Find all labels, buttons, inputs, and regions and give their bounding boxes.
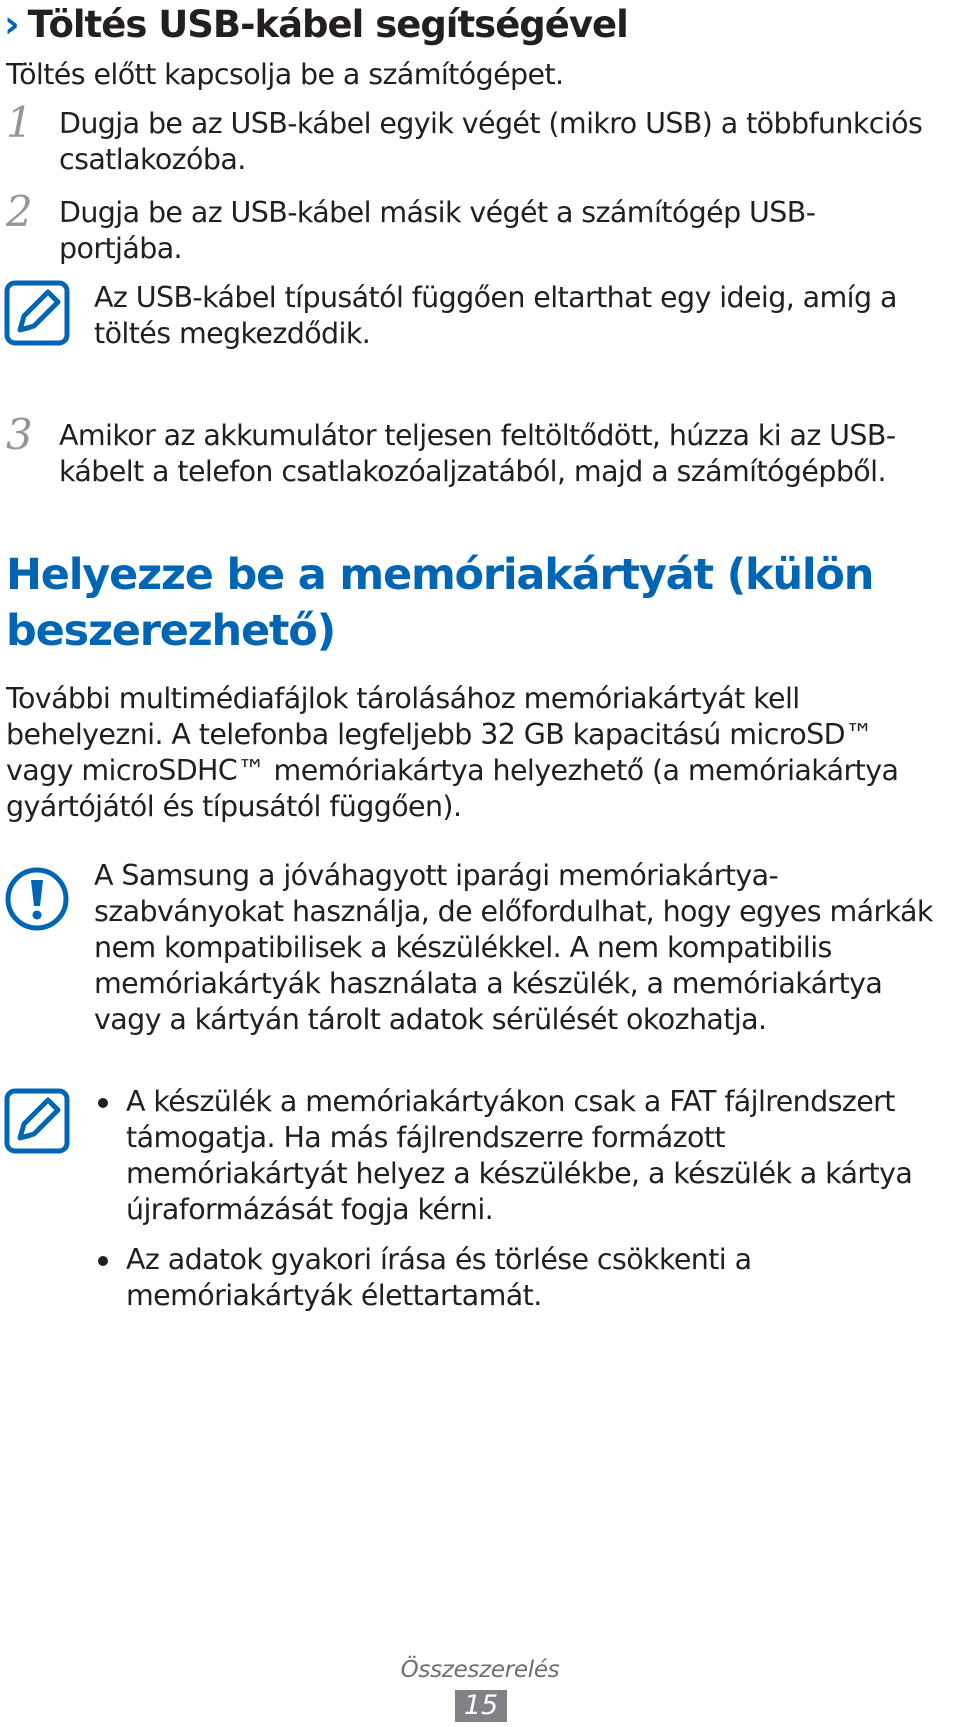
step-text: [59, 106, 939, 178]
step-line: Dugja be az USB-kábel másik végét a számítógép USB-: [59, 196, 816, 229]
bullet-icon: [98, 1256, 108, 1266]
page-number-badge: 15: [455, 1690, 507, 1722]
step-line: Amikor az akkumulátor teljesen feltöltődött, húzza ki az USB-: [59, 419, 896, 452]
intro-line: További multimédiafájlok tárolásához memóriakártyát kell: [6, 682, 800, 715]
title-line: beszerezhető): [6, 606, 336, 656]
title-line: Helyezze be a memóriakártyát (külön: [6, 550, 874, 600]
footer-section-name: Összeszerelés: [400, 1657, 560, 1683]
section-intro: Töltés előtt kapcsolja be a számítógépet.: [6, 58, 564, 91]
note-line: Az USB-kábel típusától függően eltarthat egy ideig, amíg a: [94, 281, 897, 314]
chevron-right-icon: ›: [4, 2, 20, 46]
bullet-line: memóriakártyák élettartamát.: [126, 1279, 542, 1312]
intro-line: vagy microSDHC™ memóriakártya helyezhető (a memóriakártya: [6, 754, 899, 787]
note-line: töltés megkezdődik.: [94, 317, 371, 350]
warning-text: [94, 858, 944, 1038]
list-item: [94, 1084, 944, 1228]
step-text: [59, 195, 939, 267]
warning-line: szabványokat használja, de előfordulhat, hogy egyes márkák: [94, 895, 933, 928]
note-text: [94, 280, 944, 352]
section-title-memory-card: [6, 547, 936, 659]
section-intro: [6, 681, 946, 825]
section-title: Töltés USB-kábel segítségével: [27, 3, 628, 46]
intro-line: behelyezni. A telefonba legfeljebb 32 GB kapacitású microSD™: [6, 718, 873, 751]
note-pencil-icon: [4, 280, 70, 346]
bullet-line: memóriakártyát helyez a készülékbe, a készülék a kártya: [126, 1157, 913, 1190]
step-line: portjába.: [59, 232, 183, 265]
warning-line: memóriakártyák használata a készülék, a memóriakártya: [94, 967, 883, 1000]
step-number: 1: [6, 98, 33, 147]
bullet-line: támogatja. Ha más fájlrendszerre formázott: [126, 1121, 725, 1154]
bullet-line: újraformázását fogja kérni.: [126, 1193, 494, 1226]
note-pencil-icon: [4, 1088, 70, 1154]
step-number: 2: [6, 187, 33, 236]
intro-line: gyártójától és típusától függően).: [6, 790, 462, 823]
step-line: csatlakozóba.: [59, 143, 246, 176]
note-bullet-list: [94, 1084, 944, 1328]
warning-exclamation-icon: [4, 866, 70, 932]
list-item: [94, 1242, 944, 1314]
step-number: 3: [6, 410, 33, 459]
step-line: kábelt a telefon csatlakozóaljzatából, majd a számítógépből.: [59, 455, 886, 488]
bullet-line: A készülék a memóriakártyákon csak a FAT fájlrendszert: [126, 1085, 895, 1118]
warning-line: vagy a kártyán tárolt adatok sérülését okozhatja.: [94, 1003, 767, 1036]
bullet-line: Az adatok gyakori írása és törlése csökkenti a: [126, 1243, 752, 1276]
warning-line: nem kompatibilisek a készülékkel. A nem kompatibilis: [94, 931, 832, 964]
step-text: [59, 418, 939, 490]
section-header-usb-charging: [4, 2, 628, 47]
step-line: Dugja be az USB-kábel egyik végét (mikro USB) a többfunkciós: [59, 107, 923, 140]
bullet-icon: [98, 1098, 108, 1108]
warning-line: A Samsung a jóváhagyott iparági memóriakártya-: [94, 859, 779, 892]
